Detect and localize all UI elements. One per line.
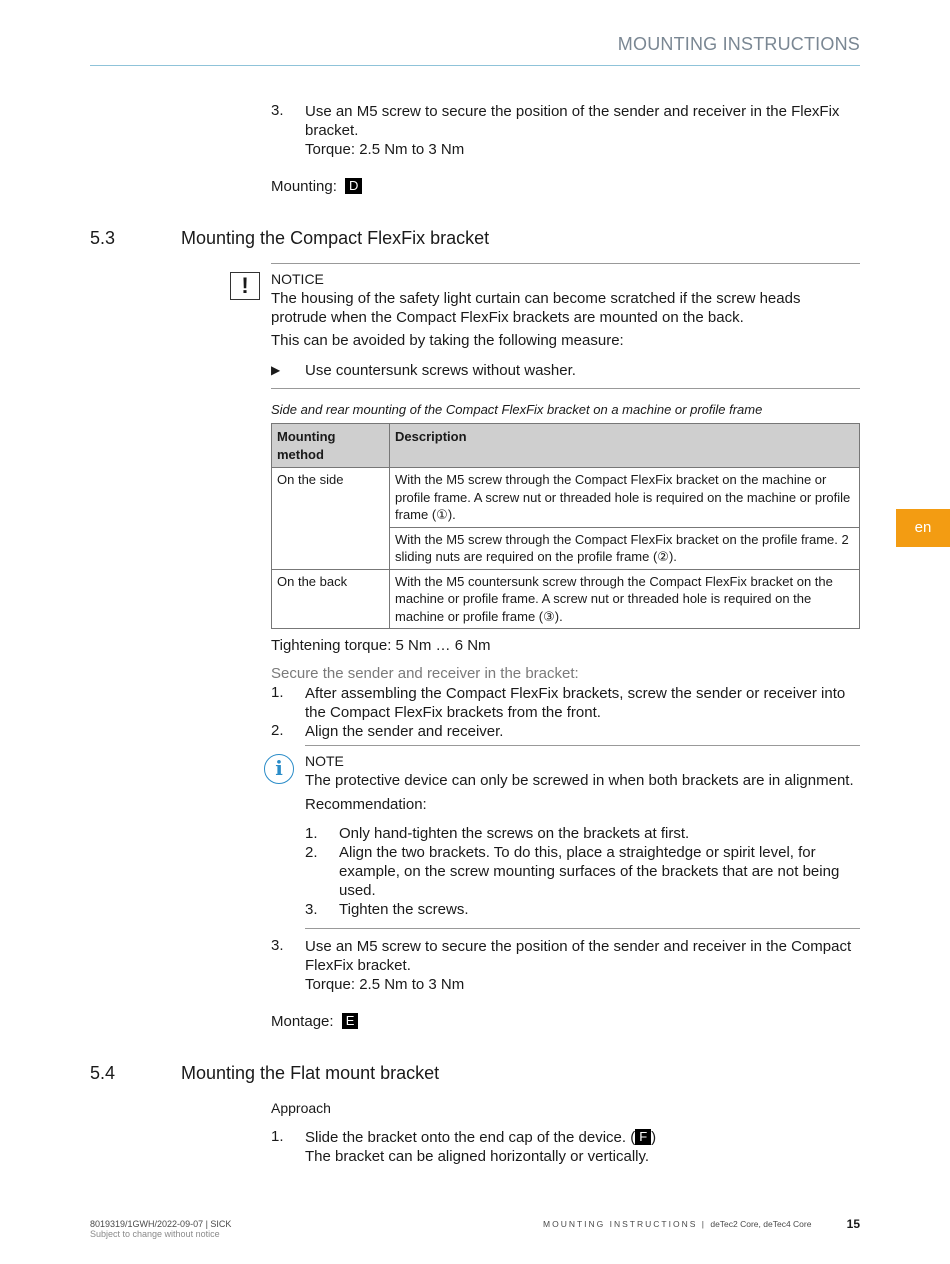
- footer-doc-id: 8019319/1GWH/2022-09-07 | SICK: [90, 1219, 232, 1229]
- footer-center: [543, 1219, 811, 1229]
- montage-badge: E: [342, 1013, 359, 1029]
- note-item-number: 1.: [305, 825, 318, 842]
- table-cell-description: With the M5 screw through the Compact FlexFix bracket on the machine or profile frame. A screw nut or threaded hole is required on the machine or profile frame (①).: [390, 468, 860, 528]
- intro-step-number: 3.: [271, 102, 284, 119]
- section-number: 5.3: [90, 228, 116, 248]
- approach-heading: Approach: [271, 1100, 331, 1116]
- intro-step-description: Use an M5 screw to secure the position of the sender and receiver in the FlexFix bracket.: [305, 103, 840, 139]
- header-rule: [90, 65, 860, 66]
- mounting-badge: D: [345, 178, 362, 194]
- note-bottom-rule: [305, 928, 860, 929]
- step1-text: Slide the bracket onto the end cap of the device. (: [305, 1129, 636, 1146]
- footer-subject: Subject to change without notice: [90, 1229, 220, 1239]
- tightening-torque: Tightening torque: 5 Nm … 6 Nm: [271, 637, 491, 654]
- step-number: 1.: [271, 684, 284, 701]
- note-item-text: Align the two brackets. To do this, place a straightedge or spirit level, for example, on the screw mounting surfaces of the brackets that are not being used.: [339, 844, 840, 899]
- note-item-number: 2.: [305, 844, 318, 861]
- note-item-text: Tighten the screws.: [339, 901, 469, 918]
- note-item-text: Only hand-tighten the screws on the brackets at first.: [339, 825, 690, 842]
- step1-close: ): [651, 1129, 657, 1146]
- exclamation-icon: !: [230, 272, 260, 300]
- step-number: 3.: [271, 937, 284, 954]
- table-row: [272, 569, 860, 629]
- notice-measure: Use countersunk screws without washer.: [305, 362, 576, 379]
- mounting-table: [271, 423, 860, 629]
- intro-step-torque: Torque: 2.5 Nm to 3 Nm: [305, 141, 465, 158]
- section-title: Mounting the Compact FlexFix bracket: [181, 228, 490, 248]
- footer-product: deTec2 Core, deTec4 Core: [710, 1219, 812, 1229]
- note-top-rule: [305, 745, 860, 746]
- note-item-number: 3.: [305, 901, 318, 918]
- step-number: 2.: [271, 722, 284, 739]
- section-title: Mounting the Flat mount bracket: [181, 1063, 440, 1083]
- page-header-title: MOUNTING INSTRUCTIONS: [617, 34, 860, 54]
- step-number: 1.: [271, 1128, 284, 1145]
- montage-label: Montage:: [271, 1013, 334, 1030]
- table-caption: Side and rear mounting of the Compact FlexFix bracket on a machine or profile frame: [271, 402, 763, 417]
- notice-block: [271, 270, 860, 350]
- table-cell-description: With the M5 countersunk screw through the Compact FlexFix bracket on the machine or profile frame. A screw nut or threaded hole is required on the machine or profile frame (③).: [390, 569, 860, 629]
- notice-label: NOTICE: [271, 271, 324, 287]
- step-text: Align the sender and receiver.: [305, 723, 504, 740]
- intro-step-text: [305, 102, 860, 159]
- mounting-label: Mounting:: [271, 178, 337, 195]
- notice-avoid-text: This can be avoided by taking the following measure:: [271, 332, 624, 349]
- footer-left: [90, 1219, 231, 1239]
- page-number: 15: [846, 1217, 860, 1231]
- notice-top-rule: [271, 263, 860, 264]
- table-cell-method: On the back: [272, 569, 390, 629]
- step-text: After assembling the Compact FlexFix brackets, screw the sender or receiver into the Compact FlexFix brackets from the front.: [305, 685, 846, 721]
- notice-text: The housing of the safety light curtain can become scratched if the screw heads protrude when the Compact FlexFix brackets are mounted on the back.: [271, 290, 801, 326]
- step-text: [305, 1128, 860, 1166]
- secure-lead: Secure the sender and receiver in the bracket:: [271, 665, 579, 682]
- table-header-row: [272, 424, 860, 468]
- note-text: The protective device can only be screwed in when both brackets are in alignment.: [305, 772, 854, 789]
- mounting-reference: [271, 177, 362, 196]
- step3-torque: Torque: 2.5 Nm to 3 Nm: [305, 976, 465, 993]
- bullet-arrow-icon: ▶: [271, 363, 281, 377]
- table-cell-description: With the M5 screw through the Compact FlexFix bracket on the profile frame. 2 sliding nuts are required on the profile frame (②).: [390, 527, 860, 569]
- language-tab[interactable]: en: [896, 509, 950, 547]
- section-number: 5.4: [90, 1063, 116, 1083]
- step-text: [305, 937, 860, 994]
- note-label: NOTE: [305, 753, 344, 769]
- footer-doc-type: MOUNTING INSTRUCTIONS |: [543, 1219, 706, 1229]
- table-cell-method: On the side: [272, 468, 390, 570]
- table-header-method: Mounting method: [272, 424, 390, 468]
- notice-bottom-rule: [271, 388, 860, 389]
- step1-text2: The bracket can be aligned horizontally or vertically.: [305, 1148, 650, 1165]
- table-header-description: Description: [390, 424, 860, 468]
- note-block: [305, 752, 860, 814]
- step1-badge: F: [635, 1129, 651, 1145]
- montage-reference: [271, 1012, 358, 1031]
- info-icon: i: [264, 754, 294, 784]
- note-recommendation: Recommendation:: [305, 796, 427, 813]
- table-row: [272, 468, 860, 528]
- step3-description: Use an M5 screw to secure the position of the sender and receiver in the Compact FlexFix bracket.: [305, 938, 852, 974]
